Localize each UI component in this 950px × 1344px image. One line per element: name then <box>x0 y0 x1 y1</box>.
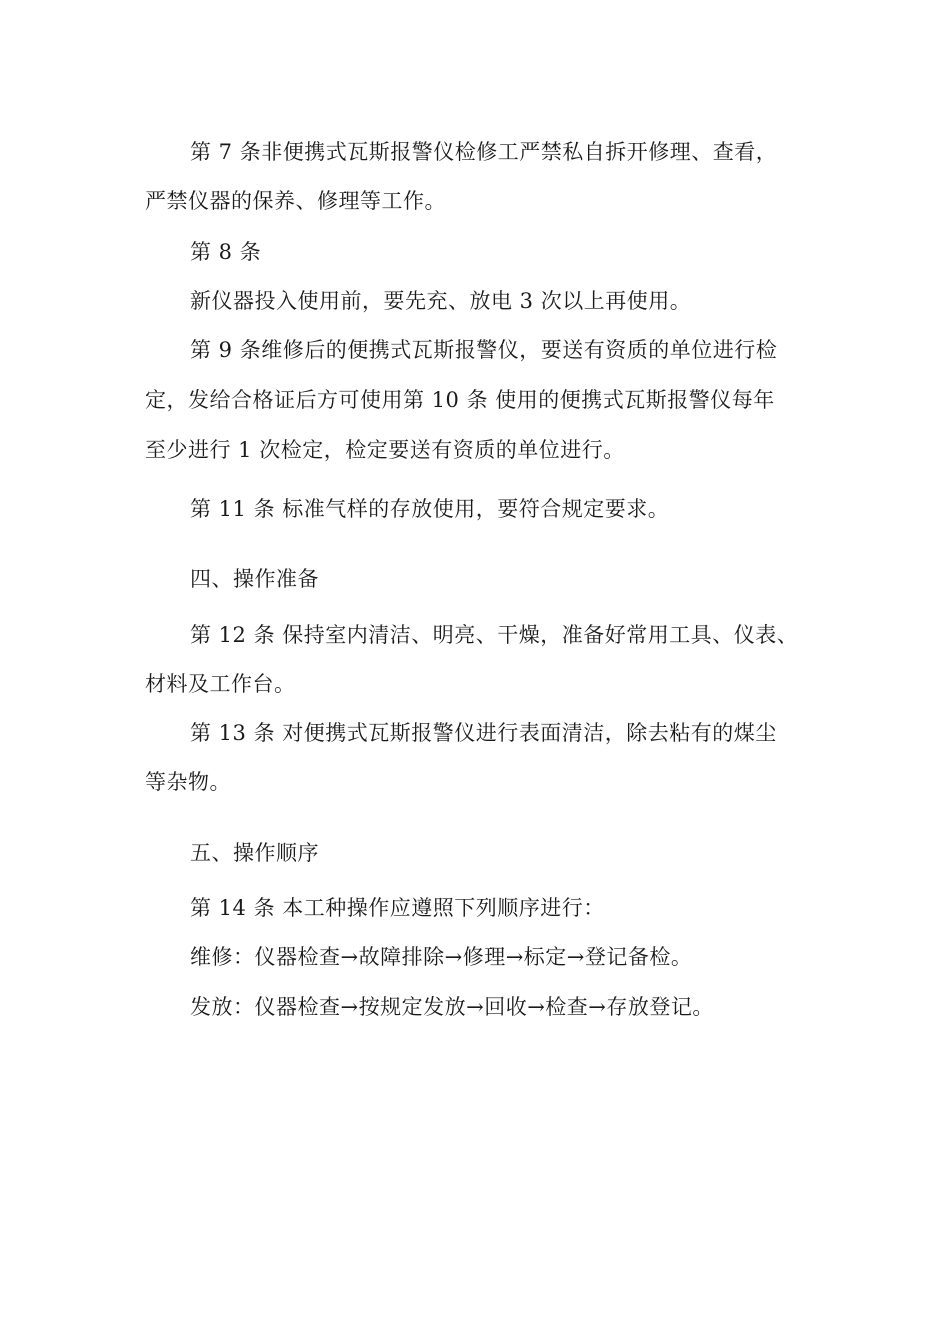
article-9-line-2: 定，发给合格证后方可使用第 10 条 使用的便携式瓦斯报警仪每年 <box>145 388 775 412</box>
article-13-line-2: 等杂物。 <box>145 770 231 794</box>
issue-sequence: 发放：仪器检查→按规定发放→回收→检查→存放登记。 <box>190 995 714 1019</box>
repair-sequence: 维修：仪器检查→故障排除→修理→标定→登记备检。 <box>190 945 693 969</box>
section-5-heading: 五、操作顺序 <box>190 841 319 865</box>
article-9-line-1: 第 9 条维修后的便携式瓦斯报警仪，要送有资质的单位进行检 <box>190 338 778 362</box>
article-8-text: 新仪器投入使用前，要先充、放电 3 次以上再使用。 <box>190 289 692 313</box>
article-7-line-2: 严禁仪器的保养、修理等工作。 <box>145 189 446 213</box>
article-12-line-1: 第 12 条 保持室内清洁、明亮、干燥，准备好常用工具、仪表、 <box>190 623 799 647</box>
article-11: 第 11 条 标准气样的存放使用，要符合规定要求。 <box>190 497 670 521</box>
article-12-line-2: 材料及工作台。 <box>145 672 296 696</box>
article-9-line-3: 至少进行 1 次检定，检定要送有资质的单位进行。 <box>145 438 625 462</box>
section-4-heading: 四、操作准备 <box>190 567 319 591</box>
article-13-line-1: 第 13 条 对便携式瓦斯报警仪进行表面清洁，除去粘有的煤尘 <box>190 721 777 745</box>
article-8-label: 第 8 条 <box>190 240 262 264</box>
article-14: 第 14 条 本工种操作应遵照下列顺序进行： <box>190 896 605 920</box>
article-7-line-1: 第 7 条非便携式瓦斯报警仪检修工严禁私自拆开修理、查看， <box>190 140 778 164</box>
